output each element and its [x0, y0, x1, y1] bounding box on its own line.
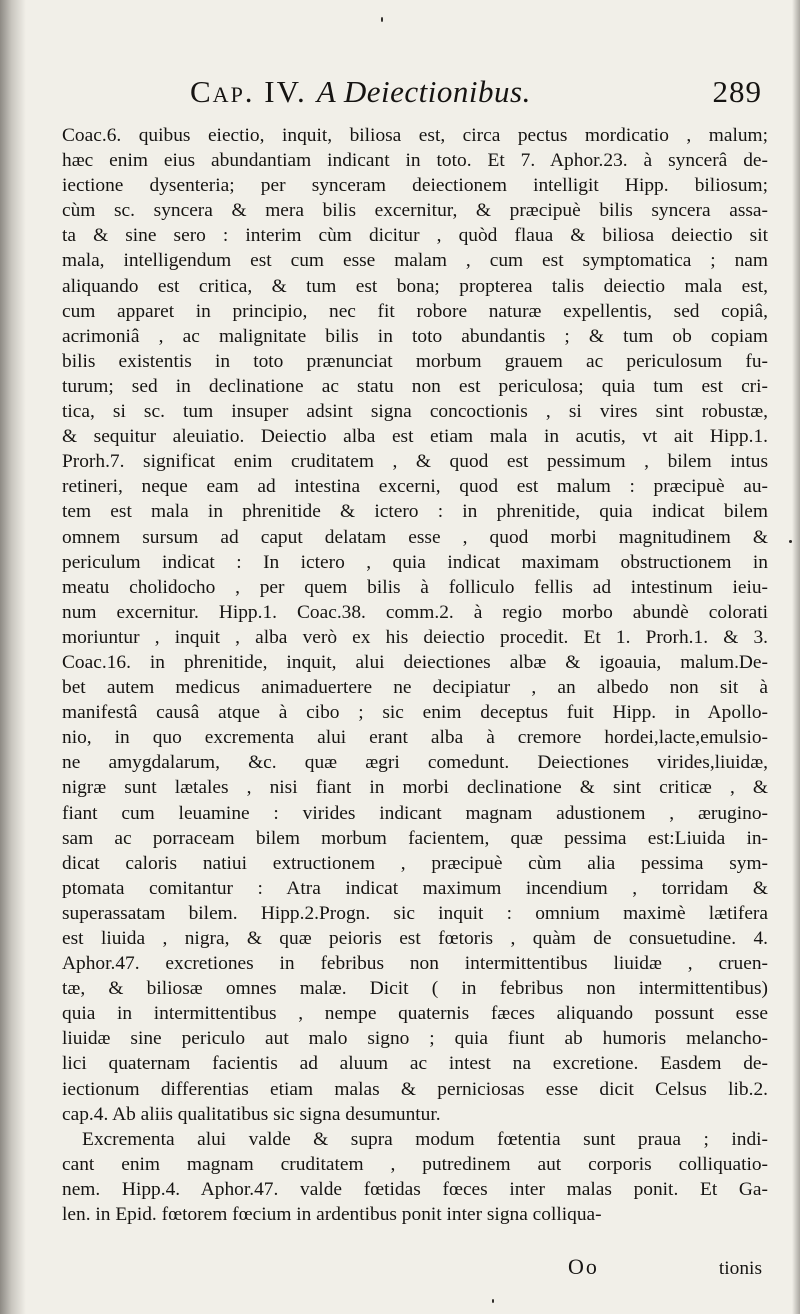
text-line: omnem sursum ad caput delatam esse , quod morbi magnitudinem &: [62, 526, 768, 548]
text-line: fiant cum leuamine : virides indicant magnam adustionem , ærugino-: [62, 802, 768, 824]
text-line: Aphor.47. excretiones in febribus non intermittentibus liuidæ , cruen-: [62, 953, 768, 975]
text-line: bilis existentis in toto prænunciat morbum grauem ac periculosum fu-: [62, 350, 768, 372]
text-line: retineri, neque eam ad intestina excerni, quod est malum : præcipuè au-: [62, 476, 768, 498]
text-line: & sequitur aleuiatio. Deiectio alba est etiam mala in acutis, vt ait Hipp.1.: [62, 426, 768, 448]
text-line: Coac.16. in phrenitide, inquit, alui deiectiones albæ & igoauia, malum.De-: [62, 651, 768, 673]
text-line: Coac.6. quibus eiectio, inquit, biliosa est, circa pectus mordicatio , malum;: [62, 125, 768, 146]
chapter-label: Cap. IV.: [190, 74, 307, 109]
ink-speck: [492, 1299, 494, 1303]
text-line: hæc enim eius abundantiam indicant in toto. Et 7. Aphor.23. à syncerâ de-: [62, 150, 768, 172]
text-line: nem. Hipp.4. Aphor.47. valde fœtidas fœces inter malas ponit. Et Ga-: [62, 1178, 768, 1200]
text-line: cum apparet in principio, nec fit robore naturæ expellentis, sed copiâ,: [62, 300, 768, 322]
text-line: meatu cholidocho , per quem bilis à folliculo fellis ad intestinum ieiu-: [62, 576, 768, 598]
page-number: 289: [712, 74, 762, 109]
body-text: [62, 123, 768, 1227]
text-line: tica, si sc. tum insuper adsint signa concoctionis , si vires sint robustæ,: [62, 401, 768, 423]
text-line: superassatam bilem. Hipp.2.Progn. sic inquit : omnium maximè lætifera: [62, 902, 768, 924]
text-line: quia in intermittentibus , nempe quaternis fæces aliquando possunt esse: [62, 1003, 768, 1025]
text-line: acrimoniâ , ac malignitate bilis in toto abundantis ; & tum ob copiam: [62, 325, 768, 347]
text-line: Excrementa alui valde & supra modum fœtentia sunt praua ; indi-: [82, 1128, 768, 1150]
running-head: [190, 72, 531, 112]
ink-speck: [789, 540, 792, 543]
text-line: turum; sed in declinatione ac statu non est periculosa; quia tum est cri-: [62, 375, 768, 397]
text-line: ta & sine sero : interim cùm dicitur , quòd flaua & biliosa deiectio sit: [62, 225, 768, 247]
text-line: nio, in quo excrementa alui erant alba à cremore hordei,lacte,emulsio-: [62, 727, 768, 749]
text-line: nigræ sunt lætales , nisi fiant in morbi declinatione & sint criticæ , &: [62, 777, 768, 799]
page-edge-shadow: [792, 0, 800, 1314]
text-line: tem est mala in phrenitide & ictero : in phrenitide, quia indicat bilem: [62, 501, 768, 523]
text-line: moriuntur , inquit , alba verò ex his deiectio procedit. Et 1. Prorh.1. & 3.: [62, 626, 768, 648]
text-line: iectione dysenteria; per synceram deiectionem intelligit Hipp. biliosum;: [62, 175, 768, 197]
text-line: tæ, & biliosæ omnes malæ. Dicit ( in febribus non intermittentibus): [62, 978, 768, 1000]
text-line: iectionum differentias etiam malas & perniciosas esse dicit Celsus lib.2.: [62, 1078, 768, 1100]
text-line: periculum indicat : In ictero , quia indicat maximam obstructionem in: [62, 551, 768, 573]
text-line: lici quaternam facientis ad aluum ac intest na excretione. Easdem de-: [62, 1053, 768, 1075]
text-line: len. in Epid. fœtorem fœcium in ardentibus ponit inter signa colliqua-: [62, 1204, 602, 1226]
text-line: mala, intelligendum est cum esse malam , cum est symptomatica ; nam: [62, 250, 768, 272]
text-line: sam ac porraceam bilem morbum facientem, quæ pessima est:Liuida in-: [62, 827, 768, 849]
page-header: [190, 72, 762, 116]
text-line: aliquando est critica, & tum est bona; propterea talis deiectio mala est,: [62, 275, 768, 297]
text-line: ptomata comitantur : Atra indicat maximum incendium , torridam &: [62, 877, 768, 899]
binding-shadow: [0, 0, 26, 1314]
text-line: cap.4. Ab aliis qualitatibus sic signa desumuntur.: [62, 1103, 441, 1125]
signature-mark: Oo: [568, 1254, 599, 1279]
text-line: manifestâ causâ atque à cibo ; sic enim deceptus fuit Hipp. in Apollo-: [62, 702, 768, 724]
text-line: cùm sc. syncera & mera bilis excernitur, & præcipuè bilis syncera assa-: [62, 200, 768, 222]
catchword: tionis: [718, 1258, 762, 1279]
text-line: cant enim magnam cruditatem , putredinem aut corporis colliquatio-: [62, 1153, 768, 1175]
text-line: est liuida , nigra, & quæ peioris est fœtoris , quàm de consuetudine. 4.: [62, 928, 768, 949]
text-line: bet autem medicus animaduertere ne decipiatur , an albedo non sit à: [62, 677, 768, 699]
chapter-title: A Deiectionibus.: [316, 74, 531, 109]
ink-speck: [381, 17, 383, 22]
text-line: num excernitur. Hipp.1. Coac.38. comm.2. à regio morbo abundè colorati: [62, 601, 768, 623]
text-line: liuidæ sine periculo aut malo signo ; quia fiunt ab humoris melancho-: [62, 1028, 768, 1050]
text-line: ne amygdalarum, &c. quæ ægri comedunt. Deiectiones virides,liuidæ,: [62, 752, 768, 774]
text-line: Prorh.7. significat enim cruditatem , & quod est pessimum , bilem intus: [62, 451, 768, 473]
text-line: dicat caloris natiui extructionem , præcipuè cùm alia pessima sym-: [62, 852, 768, 874]
